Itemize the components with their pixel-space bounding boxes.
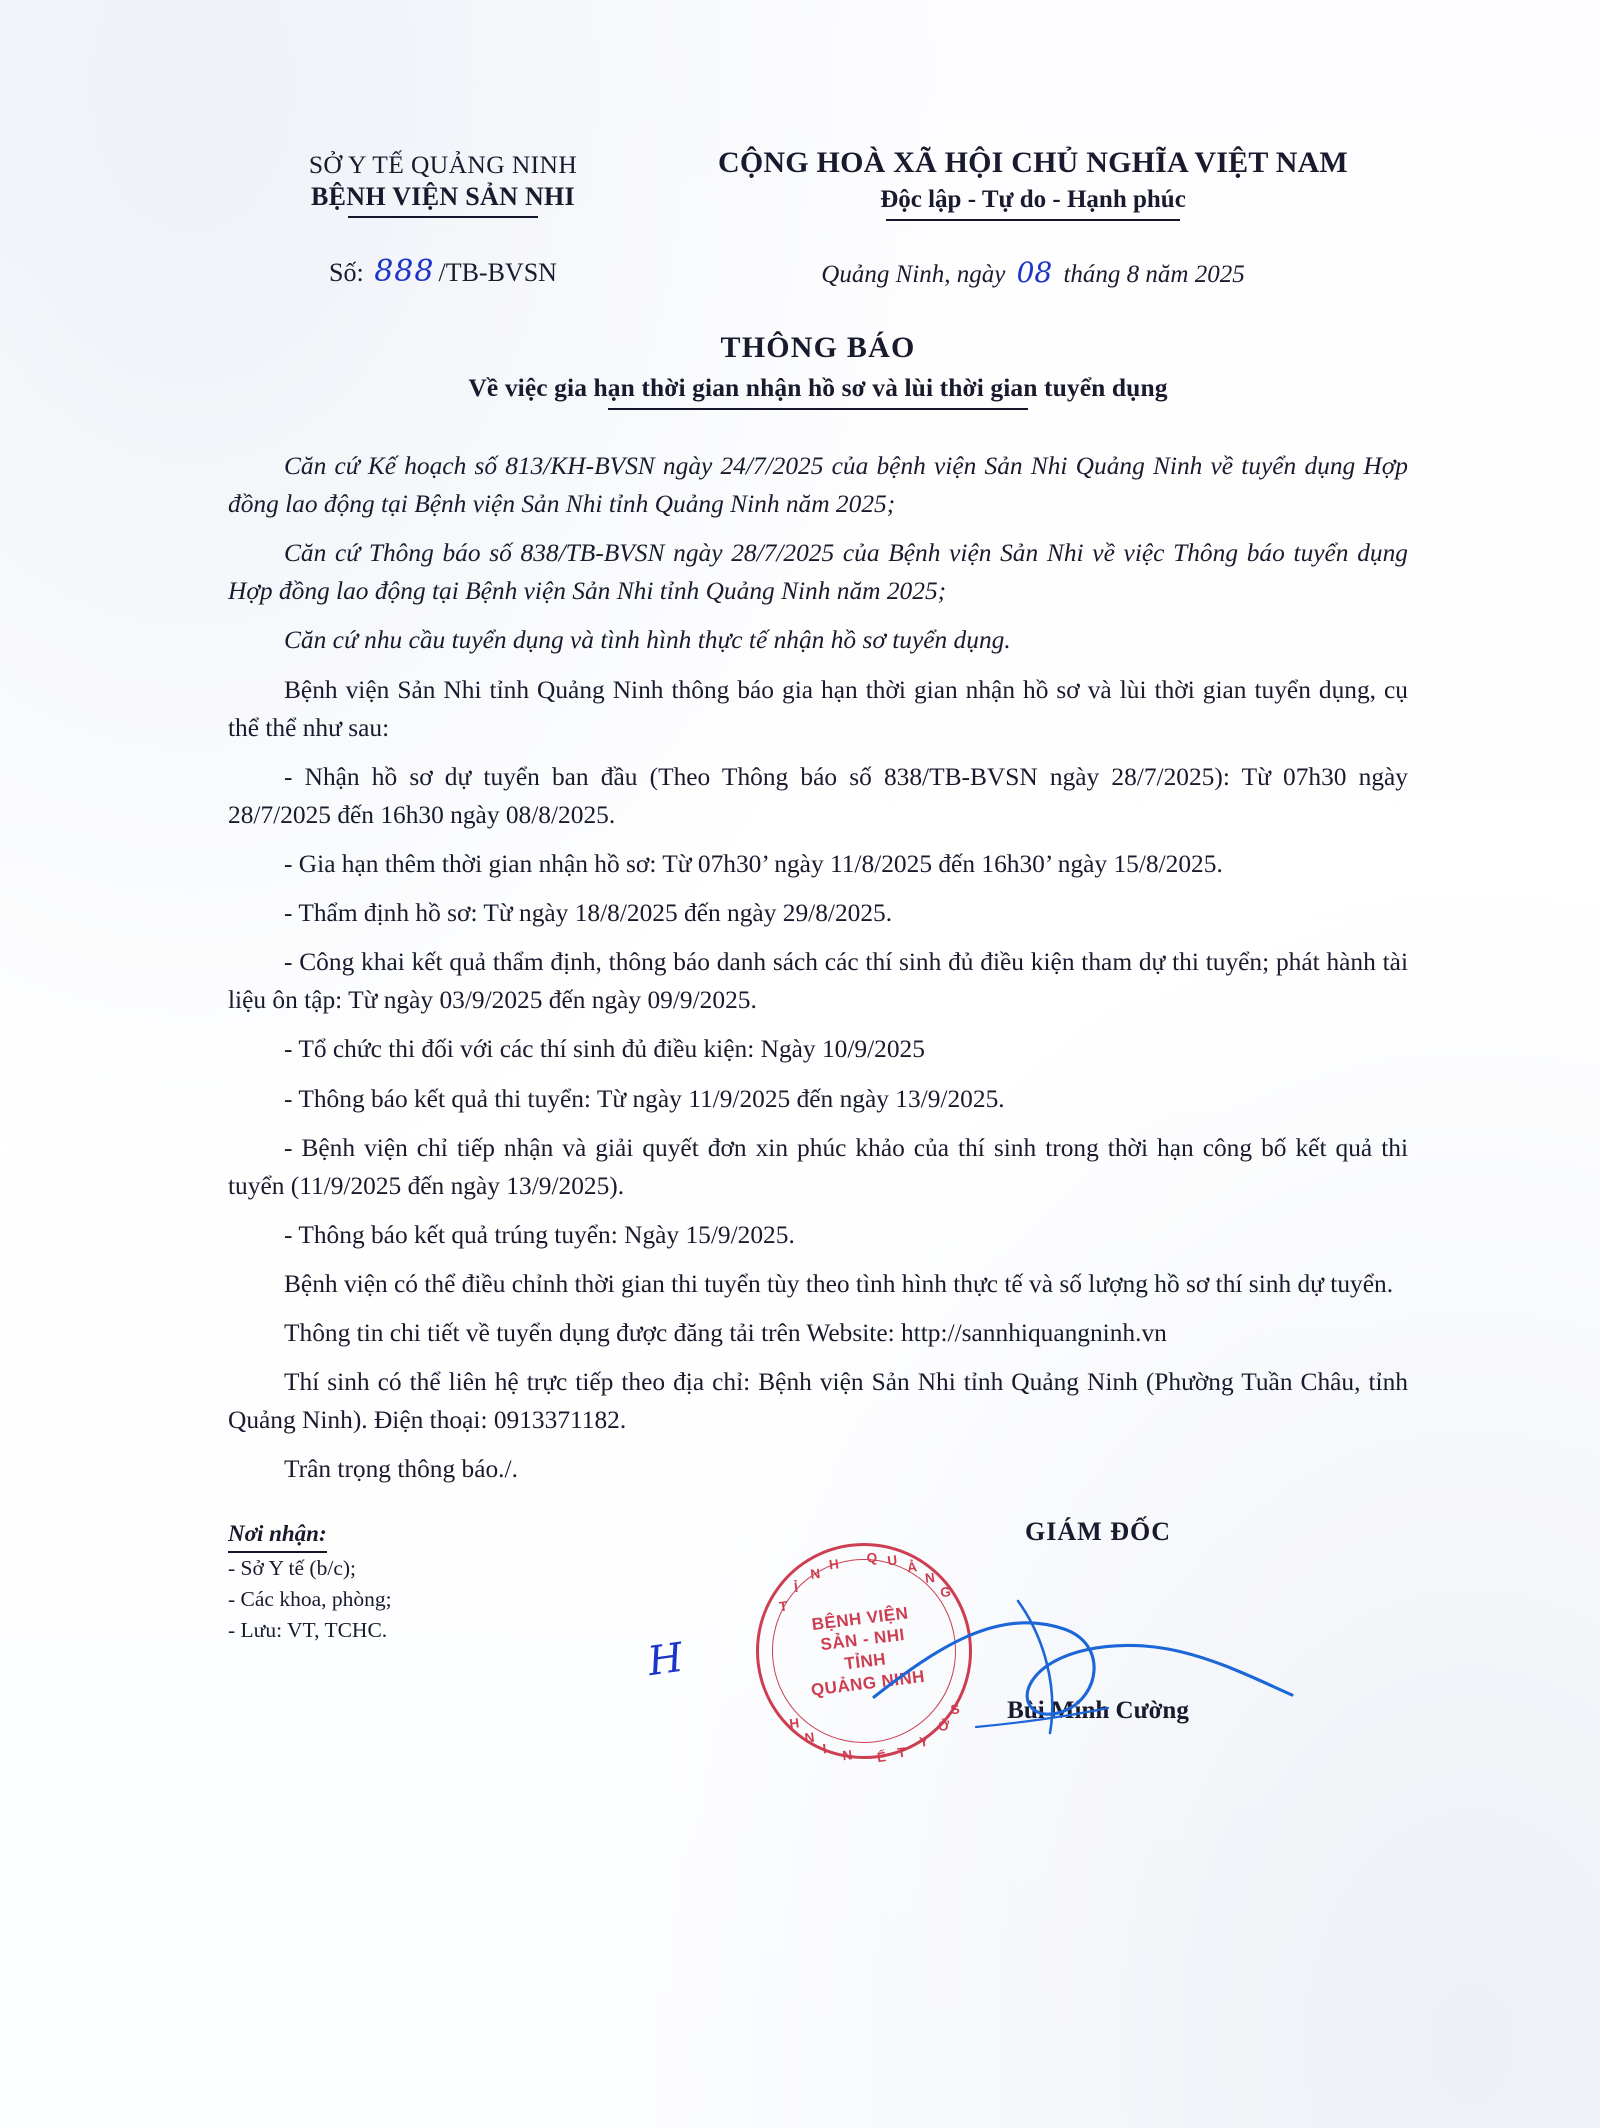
item-initial-submission: - Nhận hồ sơ dự tuyển ban đầu (Theo Thông báo số 838/TB-BVSN ngày 28/7/2025): Từ 07h30 ngày 28/7/2025 đến 16h30 ngày 08/8/2025. [228, 762, 1408, 829]
place-date-block [658, 256, 1408, 289]
department-name: SỞ Y TẾ QUẢNG NINH [308, 150, 578, 179]
country-name: CỘNG HOÀ XÃ HỘI CHỦ NGHĨA VIỆT NAM [718, 146, 1348, 179]
document-number-block [228, 254, 658, 289]
national-heading-block [658, 128, 1408, 214]
paragraph-basis-1: Căn cứ Kế hoạch số 813/KH-BVSN ngày 24/7/2025 của bệnh viện Sản Nhi Quảng Ninh về tuyển dụng Hợp đồng lao động tại Bệnh viện Sản Nhi tỉnh Quảng Ninh năm 2025; [228, 452, 1408, 519]
paragraph-website: Thông tin chi tiết về tuyển dụng được đăng tải trên Website: http://sannhiquangninh.vn [284, 1319, 1167, 1348]
place-date-suffix: tháng 8 năm 2025 [1063, 261, 1245, 288]
item-publish-results: - Công khai kết quả thẩm định, thông báo danh sách các thí sinh đủ điều kiện tham dự thi tuyển; phát hành tài liệu ôn tập: Từ ngày 03/9/2025 đến ngày 09/9/2025. [228, 948, 1408, 1015]
title-block [228, 331, 1408, 403]
item-extension: - Gia hạn thêm thời gian nhận hồ sơ: Từ 07h30’ ngày 11/8/2025 đến 16h30’ ngày 15/8/2025. [284, 849, 1223, 878]
document-body [228, 447, 1408, 1489]
recipients-title: Nơi nhận: [228, 1517, 327, 1550]
date-day-handwritten: 08 [1016, 256, 1053, 289]
document-meta-row [228, 254, 1408, 289]
seal-center-text [747, 1534, 981, 1768]
item-final-results: - Thông báo kết quả trúng tuyển: Ngày 15/9/2025. [284, 1220, 795, 1249]
recipient-item: - Các khoa, phòng; [228, 1587, 392, 1612]
document-header [228, 128, 1408, 214]
document-footer [228, 1517, 1408, 1777]
issuing-authority-block [228, 128, 658, 212]
paragraph-basis-2: Căn cứ Thông báo số 838/TB-BVSN ngày 28/7/2025 của Bệnh viện Sản Nhi về việc Thông báo tuyển dụng Hợp đồng lao động tại Bệnh viện Sản Nhi tỉnh Quảng Ninh năm 2025; [228, 539, 1408, 606]
document-sheet [228, 128, 1408, 1777]
paragraph-closing: Trân trọng thông báo./. [284, 1455, 518, 1484]
recipient-item: - Lưu: VT, TCHC. [228, 1618, 388, 1643]
paragraph-announcement: Bệnh viện Sản Nhi tỉnh Quảng Ninh thông báo gia hạn thời gian nhận hồ sơ và lùi thời gian tuyển dụng, cụ thể thể như sau: [228, 675, 1408, 742]
page-subtitle: Về việc gia hạn thời gian nhận hồ sơ và lùi thời gian tuyển dụng [468, 373, 1168, 402]
paragraph-adjustment: Bệnh viện có thể điều chỉnh thời gian thi tuyển tùy theo tình hình thực tế và số lượng hồ sơ thí sinh dự tuyển. [284, 1269, 1394, 1298]
signer-name: Bùi Minh Cường [1007, 1696, 1189, 1724]
document-number-label: Số: [329, 258, 364, 287]
item-exam-results: - Thông báo kết quả thi tuyển: Từ ngày 11/9/2025 đến ngày 13/9/2025. [284, 1084, 1005, 1113]
signature-block [698, 1516, 1408, 1765]
handwritten-initial: H [644, 1634, 686, 1685]
item-appraisal: - Thẩm định hồ sơ: Từ ngày 18/8/2025 đến ngày 29/8/2025. [284, 899, 893, 928]
seal-line-2: SẢN - NHI [819, 1624, 906, 1654]
seal-line-1: BỆNH VIỆN [810, 1602, 910, 1634]
document-number-handwritten: 888 [374, 254, 435, 289]
signer-title: GIÁM ĐỐC [1025, 1516, 1171, 1546]
seal-line-3: TỈNH [843, 1648, 888, 1673]
paragraph-basis-3: Căn cứ nhu cầu tuyển dụng và tình hình thực tế nhận hồ sơ tuyển dụng. [284, 626, 1011, 655]
seal-arc-text: T Ỉ N H Q U Ả N G S Ở Y T Ế N I N H [778, 1549, 962, 1765]
paragraph-contact: Thí sinh có thể liên hệ trực tiếp theo địa chỉ: Bệnh viện Sản Nhi tỉnh Quảng Ninh (Phường Tuần Châu, tỉnh Quảng Ninh). Điện thoại: 0913371182. [228, 1368, 1408, 1435]
seal-line-4: QUẢNG NINH [809, 1666, 926, 1699]
place-date-prefix: Quảng Ninh, ngày [821, 261, 1006, 288]
page-title: THÔNG BÁO [720, 331, 916, 364]
recipients-block [228, 1517, 698, 1647]
document-number-suffix: /TB-BVSN [438, 258, 557, 287]
official-seal-stamp [744, 1530, 985, 1771]
country-motto: Độc lập - Tự do - Hạnh phúc [880, 186, 1186, 213]
recipient-item: - Sở Y tế (b/c); [228, 1555, 356, 1580]
hospital-name: BỆNH VIỆN SẢN NHI [311, 182, 575, 211]
item-exam-date: - Tổ chức thi đối với các thí sinh đủ điều kiện: Ngày 10/9/2025 [284, 1035, 925, 1064]
item-appeal: - Bệnh viện chỉ tiếp nhận và giải quyết đơn xin phúc khảo của thí sinh trong thời hạn công bố kết quả thi tuyển (11/9/2025 đến ngày 13/9/2025). [228, 1133, 1408, 1200]
